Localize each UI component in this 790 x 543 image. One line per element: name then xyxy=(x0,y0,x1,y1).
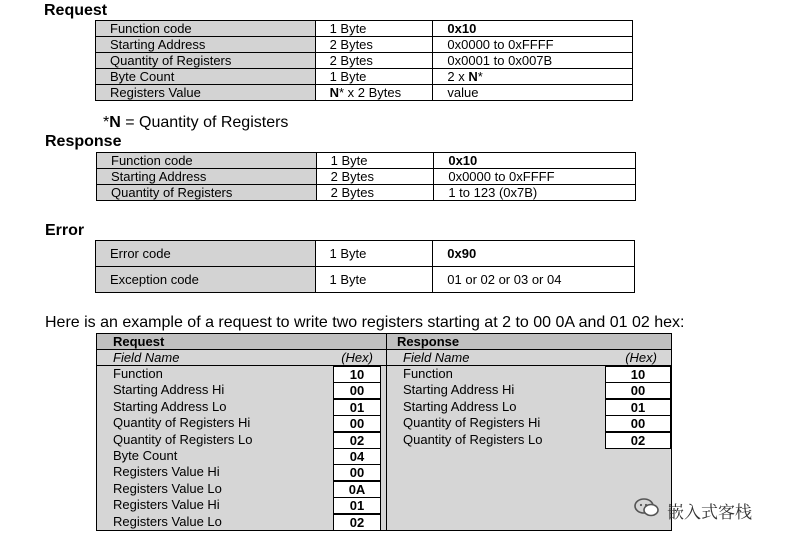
watermark xyxy=(633,497,752,524)
response-table xyxy=(96,152,636,201)
table-row: Quantity of Registers Hi 00 xyxy=(97,415,387,431)
error-table xyxy=(95,240,635,293)
example-request-title: Request xyxy=(97,334,387,350)
table-row: Function code 1 Byte 0x10 xyxy=(97,153,636,169)
table-row: Starting Address 2 Bytes 0x0000 to 0xFFFF xyxy=(97,169,636,185)
table-row: Starting Address Lo 01 xyxy=(387,399,671,415)
table-row: Quantity of Registers Lo 02 xyxy=(97,432,387,448)
table-row: Byte Count 1 Byte 2 x N* xyxy=(96,69,633,85)
table-row: Byte Count 04 xyxy=(97,448,387,464)
example-response-columns: Field Name (Hex) xyxy=(387,350,671,366)
table-row: Quantity of Registers Lo 02 xyxy=(387,432,671,448)
table-row: Starting Address 2 Bytes 0x0000 to 0xFFFF xyxy=(96,37,633,53)
table-row: Starting Address Lo 01 xyxy=(97,399,387,415)
request-table xyxy=(95,20,633,101)
table-row: Registers Value Hi 00 xyxy=(97,464,387,480)
request-title: Request xyxy=(44,2,108,19)
table-row: Registers Value N* x 2 Bytes value xyxy=(96,85,633,101)
table-row: Function 10 xyxy=(97,366,387,382)
watermark-text: 嵌入式客栈 xyxy=(667,503,752,523)
table-row: Registers Value Hi 01 xyxy=(97,497,387,513)
example-request-table xyxy=(96,333,388,531)
example-intro: Here is an example of a request to write two registers starting at 2 to 00 0A and 01 02 hex: xyxy=(45,314,685,331)
table-row: Quantity of Registers Hi 00 xyxy=(387,415,671,431)
example-response-table xyxy=(386,333,672,531)
table-row: Function 10 xyxy=(387,366,671,382)
error-title: Error xyxy=(45,222,85,239)
wechat-icon xyxy=(633,497,661,524)
table-row: Registers Value Lo 0A xyxy=(97,481,387,497)
example-response-title: Response xyxy=(387,334,671,350)
table-row: Starting Address Hi 00 xyxy=(387,382,671,398)
quantity-note: *N = Quantity of Registers xyxy=(103,114,289,131)
example-request-columns: Field Name (Hex) xyxy=(97,350,387,366)
table-row: Registers Value Lo 02 xyxy=(97,514,387,530)
table-row: Exception code 1 Byte 01 or 02 or 03 or 04 xyxy=(96,267,635,293)
table-row: Starting Address Hi 00 xyxy=(97,382,387,398)
response-title: Response xyxy=(45,133,122,150)
table-row: Quantity of Registers 2 Bytes 1 to 123 (0x7B) xyxy=(97,185,636,201)
table-row: Quantity of Registers 2 Bytes 0x0001 to 0x007B xyxy=(96,53,633,69)
table-row: Error code 1 Byte 0x90 xyxy=(96,241,635,267)
table-row: Function code 1 Byte 0x10 xyxy=(96,21,633,37)
